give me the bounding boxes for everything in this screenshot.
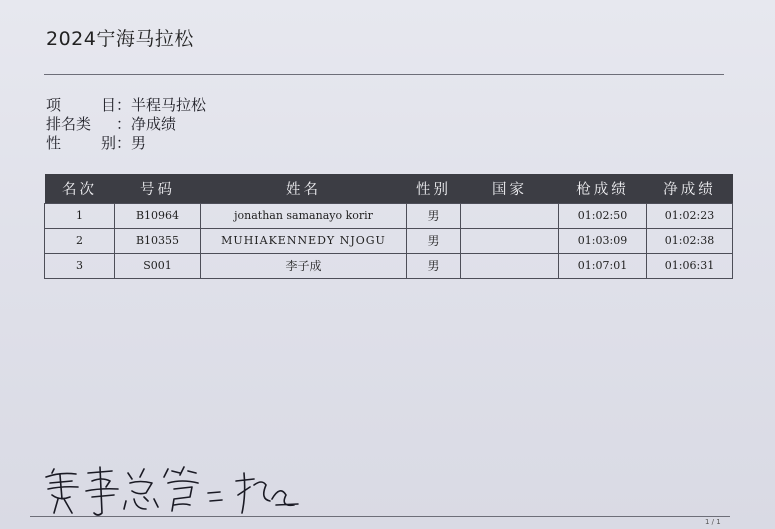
results-table — [44, 174, 733, 279]
table-row — [45, 228, 733, 253]
header-rank: 名次 — [45, 174, 115, 203]
cell-country — [461, 228, 559, 253]
header-gender: 性别 — [407, 174, 461, 203]
table-header-row — [45, 174, 733, 203]
meta-row-gender — [46, 134, 206, 153]
cell-gun-time: 01:07:01 — [559, 253, 647, 278]
cell-gender: 男 — [407, 253, 461, 278]
header-gun-time: 枪成绩 — [559, 174, 647, 203]
meta-row-event — [46, 96, 206, 115]
cell-bib: B10355 — [115, 228, 201, 253]
header-name: 姓名 — [201, 174, 407, 203]
cell-net-time: 01:02:23 — [647, 203, 733, 228]
meta-label-gender-char-2: 别 — [100, 134, 116, 152]
header-bib: 号码 — [115, 174, 201, 203]
cell-net-time: 01:02:38 — [647, 228, 733, 253]
meta-label-event-char-1: 项 — [46, 96, 62, 114]
race-info — [46, 96, 206, 153]
meta-label-ranking: 排名类 — [46, 115, 92, 133]
page-number: 1 / 1 — [705, 518, 721, 526]
meta-label-gender — [46, 134, 116, 153]
cell-gender: 男 — [407, 203, 461, 228]
handwritten-signature — [40, 455, 300, 525]
meta-value-ranking: 净成绩 — [131, 115, 177, 133]
cell-gun-time: 01:03:09 — [559, 228, 647, 253]
meta-label-event — [46, 96, 116, 115]
meta-label-event-char-2: 目 — [100, 96, 116, 114]
header-net-time: 净成绩 — [647, 174, 733, 203]
meta-colon: ： — [116, 96, 132, 114]
table-row — [45, 203, 733, 228]
cell-rank: 2 — [45, 228, 115, 253]
cell-bib: B10964 — [115, 203, 201, 228]
cell-name: jonathan samanayo korir — [201, 203, 407, 228]
cell-gun-time: 01:02:50 — [559, 203, 647, 228]
footer-divider — [30, 516, 730, 517]
cell-net-time: 01:06:31 — [647, 253, 733, 278]
document-title: 2024宁海马拉松 — [46, 28, 194, 50]
cell-country — [461, 253, 559, 278]
header-divider — [44, 74, 724, 75]
cell-name: 李子成 — [201, 253, 407, 278]
table-row — [45, 253, 733, 278]
meta-colon: ： — [116, 134, 132, 152]
meta-value-gender: 男 — [131, 134, 147, 152]
meta-colon: ： — [116, 115, 132, 133]
cell-rank: 1 — [45, 203, 115, 228]
cell-bib: S001 — [115, 253, 201, 278]
meta-value-event: 半程马拉松 — [131, 96, 207, 114]
meta-label-gender-char-1: 性 — [46, 134, 62, 152]
header-country: 国家 — [461, 174, 559, 203]
cell-gender: 男 — [407, 228, 461, 253]
cell-country — [461, 203, 559, 228]
meta-row-ranking — [46, 115, 206, 134]
cell-name: MUHIAKENNEDY NJOGU — [201, 228, 407, 253]
cell-rank: 3 — [45, 253, 115, 278]
